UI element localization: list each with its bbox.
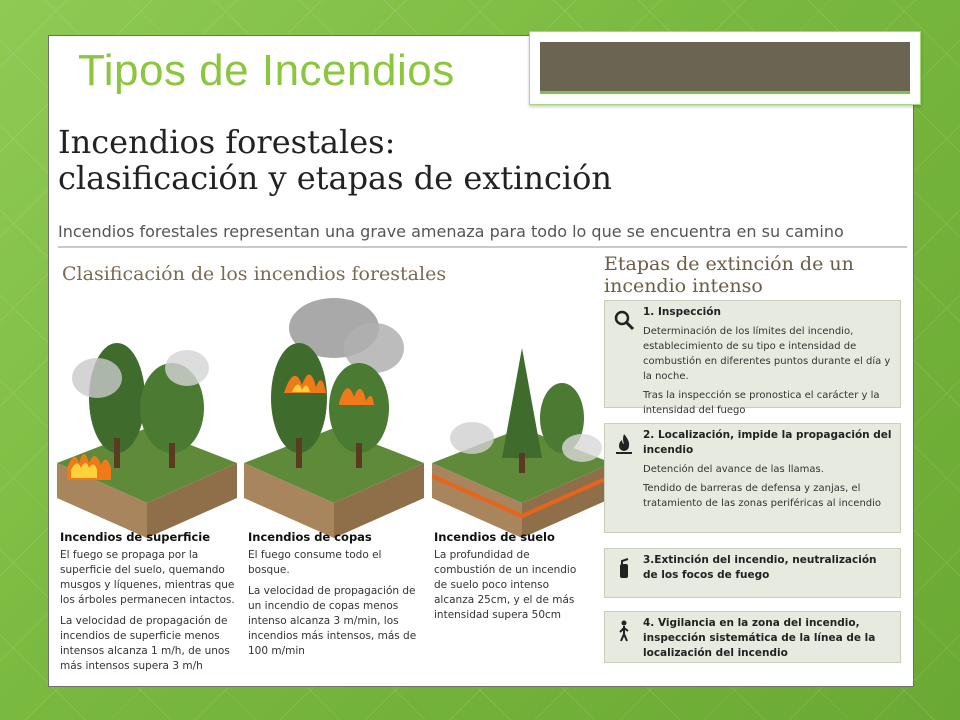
- caption-text: La velocidad de propagación de incendios de superficie menos intensos alcanza 1 m/h, de unos más intensos supera 3 m/h: [60, 615, 230, 672]
- caption-title: Incendios de superficie: [60, 530, 211, 544]
- stages-heading: Etapas de extinción de un incendio intenso: [604, 253, 854, 297]
- title-tab-decoration: [529, 31, 921, 105]
- stage-surveillance: [604, 611, 901, 663]
- stage-text: Detención del avance de las llamas.: [643, 464, 824, 475]
- stage-text: Tendido de barreras de defensa y zanjas, el tratamiento de las zonas periféricas al incendio: [643, 483, 882, 509]
- extinguisher-icon: [613, 557, 635, 579]
- crown-fire-caption: [248, 530, 426, 665]
- classification-heading: Clasificación de los incendios forestales: [62, 263, 447, 285]
- ground-fire-caption: [434, 530, 584, 629]
- caption-text: El fuego se propaga por la superficie del suelo, quemando musgos y líquenes, mientras que los árboles permanecen intactos.: [60, 549, 235, 606]
- heading-line-2: clasificación y etapas de extinción: [58, 159, 613, 197]
- crown-fire-illustration: [244, 288, 424, 538]
- magnifier-icon: [613, 309, 635, 331]
- stage-text: Tras la inspección se pronostica el carácter y la intensidad del fuego: [643, 390, 880, 416]
- flame-icon: [613, 432, 635, 454]
- stage-title: 4. Vigilancia en la zona del incendio, inspección sistemática de la línea de la localización del incendio: [643, 617, 876, 659]
- infographic-heading: [58, 124, 612, 196]
- hiker-icon: [613, 620, 635, 642]
- divider: [58, 246, 907, 248]
- caption-title: Incendios de suelo: [434, 530, 555, 544]
- caption-title: Incendios de copas: [248, 530, 372, 544]
- caption-text: La velocidad de propagación de un incendio de copas menos intenso alcanza 3 m/min, los incendios más intensos, más de 100 m/min: [248, 585, 417, 657]
- infographic: [52, 118, 907, 672]
- stage-title: 3.Extinción del incendio, neutralización de los focos de fuego: [643, 554, 877, 581]
- stage-title: 1. Inspección: [643, 306, 721, 318]
- stage-inspection: [604, 300, 901, 416]
- caption-text: El fuego consume todo el bosque.: [248, 549, 382, 576]
- stage-extinction: [604, 548, 901, 598]
- surface-fire-illustration: [57, 288, 237, 538]
- stage-text: Determinación de los límites del incendio, establecimiento de su tipo e intensidad de combustión en diferentes puntos durante el día y la noche.: [643, 326, 891, 382]
- infographic-subtitle: Incendios forestales representan una grave amenaza para todo lo que se encuentra en su camino: [58, 222, 844, 241]
- stage-localization: [604, 423, 901, 533]
- heading-line-1: Incendios forestales:: [58, 123, 396, 161]
- caption-text: La profundidad de combustión de un incendio de suelo poco intenso alcanza 25cm, y el de más intensidad supera 50cm: [434, 549, 577, 621]
- surface-fire-caption: [60, 530, 238, 680]
- stage-title: 2. Localización, impide la propagación del incendio: [643, 429, 892, 456]
- ground-fire-illustration: [432, 288, 612, 538]
- slide-title: Tipos de Incendios: [78, 46, 455, 95]
